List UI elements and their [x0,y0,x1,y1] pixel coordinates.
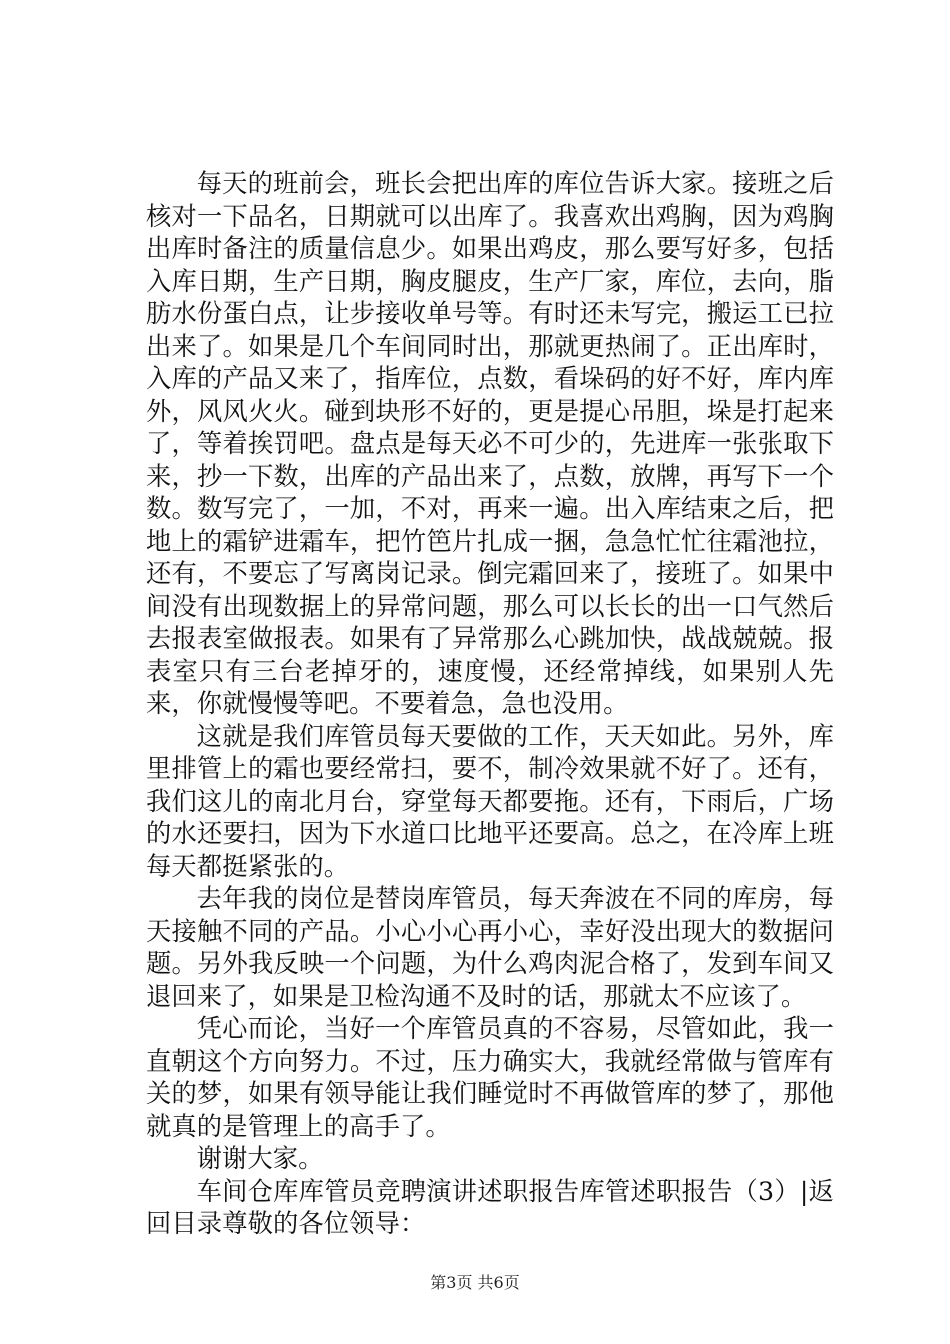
paragraph-6: 车间仓库库管员竞聘演讲述职报告库管述职报告（3）|返回目录尊敬的各位领导： [146,1176,834,1238]
document-body [146,168,834,1241]
paragraph-3: 去年我的岗位是替岗库管员，每天奔波在不同的库房，每天接触不同的产品。小心小心再小心，幸好没出现大的数据问题。另外我反映一个问题，为什么鸡肉泥合格了，发到车间又退回来了，如果是卫检沟通不及时的话，那就太不应该了。 [146,884,834,1011]
page-number-footer: 第3页 共6页 [430,1273,520,1292]
paragraph-2: 这就是我们库管员每天要做的工作，天天如此。另外，库里排管上的霜也要经常扫，要不，制冷效果就不好了。还有，我们这儿的南北月台，穿堂每天都要拖。还有，下雨后，广场的水还要扫，因为下水道口比地平还要高。总之，在冷库上班每天都挺紧张的。 [146,721,834,881]
paragraph-4: 凭心而论，当好一个库管员真的不容易，尽管如此，我一直朝这个方向努力。不过，压力确实大，我就经常做与管库有关的梦，如果有领导能让我们睡觉时不再做管库的梦了，那他就真的是管理上的高手了。 [146,1014,834,1141]
paragraph-1: 每天的班前会，班长会把出库的库位告诉大家。接班之后核对一下品名，日期就可以出库了。我喜欢出鸡胸，因为鸡胸出库时备注的质量信息少。如果出鸡皮，那么要写好多，包括入库日期，生产日期，胸皮腿皮，生产厂家，库位，去向，脂肪水份蛋白点，让步接收单号等。有时还未写完，搬运工已拉出来了。如果是几个车间同时出，那就更热闹了。正出库时，入库的产品又来了，指库位，点数，看垛码的好不好，库内库外，风风火火。碰到块形不好的，更是提心吊胆，垛是打起来了，等着挨罚吧。盘点是每天必不可少的，先进库一张张取下来，抄一下数，出库的产品出来了，点数，放牌，再写下一个数。数写完了，一加，不对，再来一遍。出入库结束之后，把地上的霜铲进霜车，把竹笆片扎成一捆，急急忙忙往霜池拉，还有，不要忘了写离岗记录。倒完霜回来了，接班了。如果中间没有出现数据上的异常问题，那么可以长长的出一口气然后去报表室做报表。如果有了异常那么心跳加快，战战兢兢。报表室只有三台老掉牙的，速度慢，还经常掉线，如果别人先来，你就慢慢等吧。不要着急，急也没用。 [146,169,834,718]
paragraph-5: 谢谢大家。 [196,1144,324,1173]
